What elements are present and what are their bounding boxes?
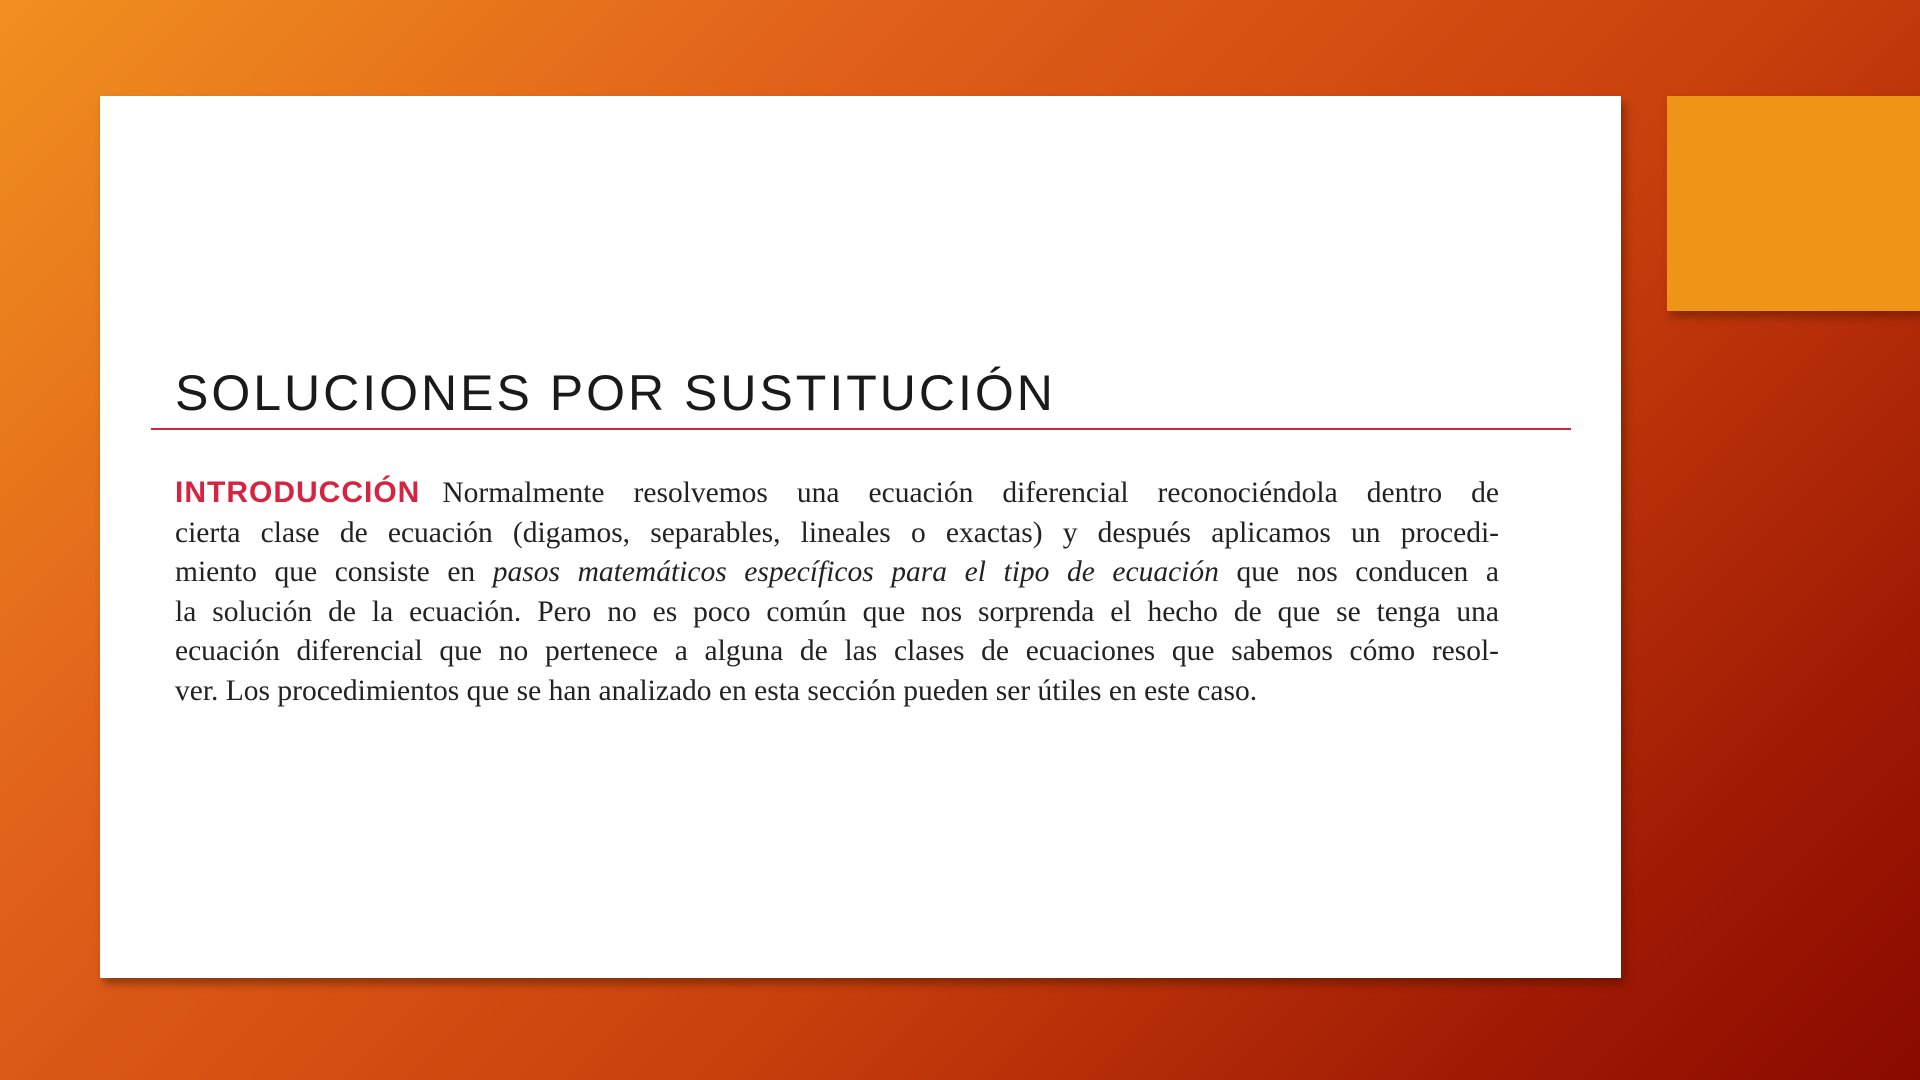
slide-content-panel bbox=[100, 96, 1621, 978]
slide-title: SOLUCIONES POR SUSTITUCIÓN bbox=[175, 365, 1056, 421]
paragraph-line bbox=[175, 473, 1499, 514]
paragraph-line bbox=[175, 553, 1499, 593]
decorative-accent-square bbox=[1667, 96, 1920, 311]
paragraph-line: ecuación diferencial que no pertenece a alguna de las clases de ecuaciones que sabemos cómo resol- bbox=[175, 635, 1499, 667]
paragraph-line: cierta clase de ecuación (digamos, separables, lineales o exactas) y después aplicamos un procedi- bbox=[175, 516, 1499, 549]
paragraph-line: ver. Los procedimientos que se han analizado en esta sección pueden ser útiles en este caso. bbox=[175, 674, 1258, 707]
paragraph-line: la solución de la ecuación. Pero no es poco común que nos sorprenda el hecho de que se tenga una bbox=[175, 595, 1499, 628]
paragraph-text: Normalmente resolvemos una ecuación diferencial reconociéndola dentro de bbox=[442, 477, 1499, 509]
emphasized-text: pasos matemáticos específicos para el tipo de ecuación bbox=[492, 556, 1219, 588]
intro-label: INTRODUCCIÓN bbox=[175, 476, 421, 509]
paragraph-text: miento que consiste en bbox=[175, 556, 493, 588]
title-divider bbox=[151, 428, 1571, 430]
intro-paragraph bbox=[175, 473, 1499, 711]
paragraph-text: que nos conducen a bbox=[1218, 556, 1499, 588]
